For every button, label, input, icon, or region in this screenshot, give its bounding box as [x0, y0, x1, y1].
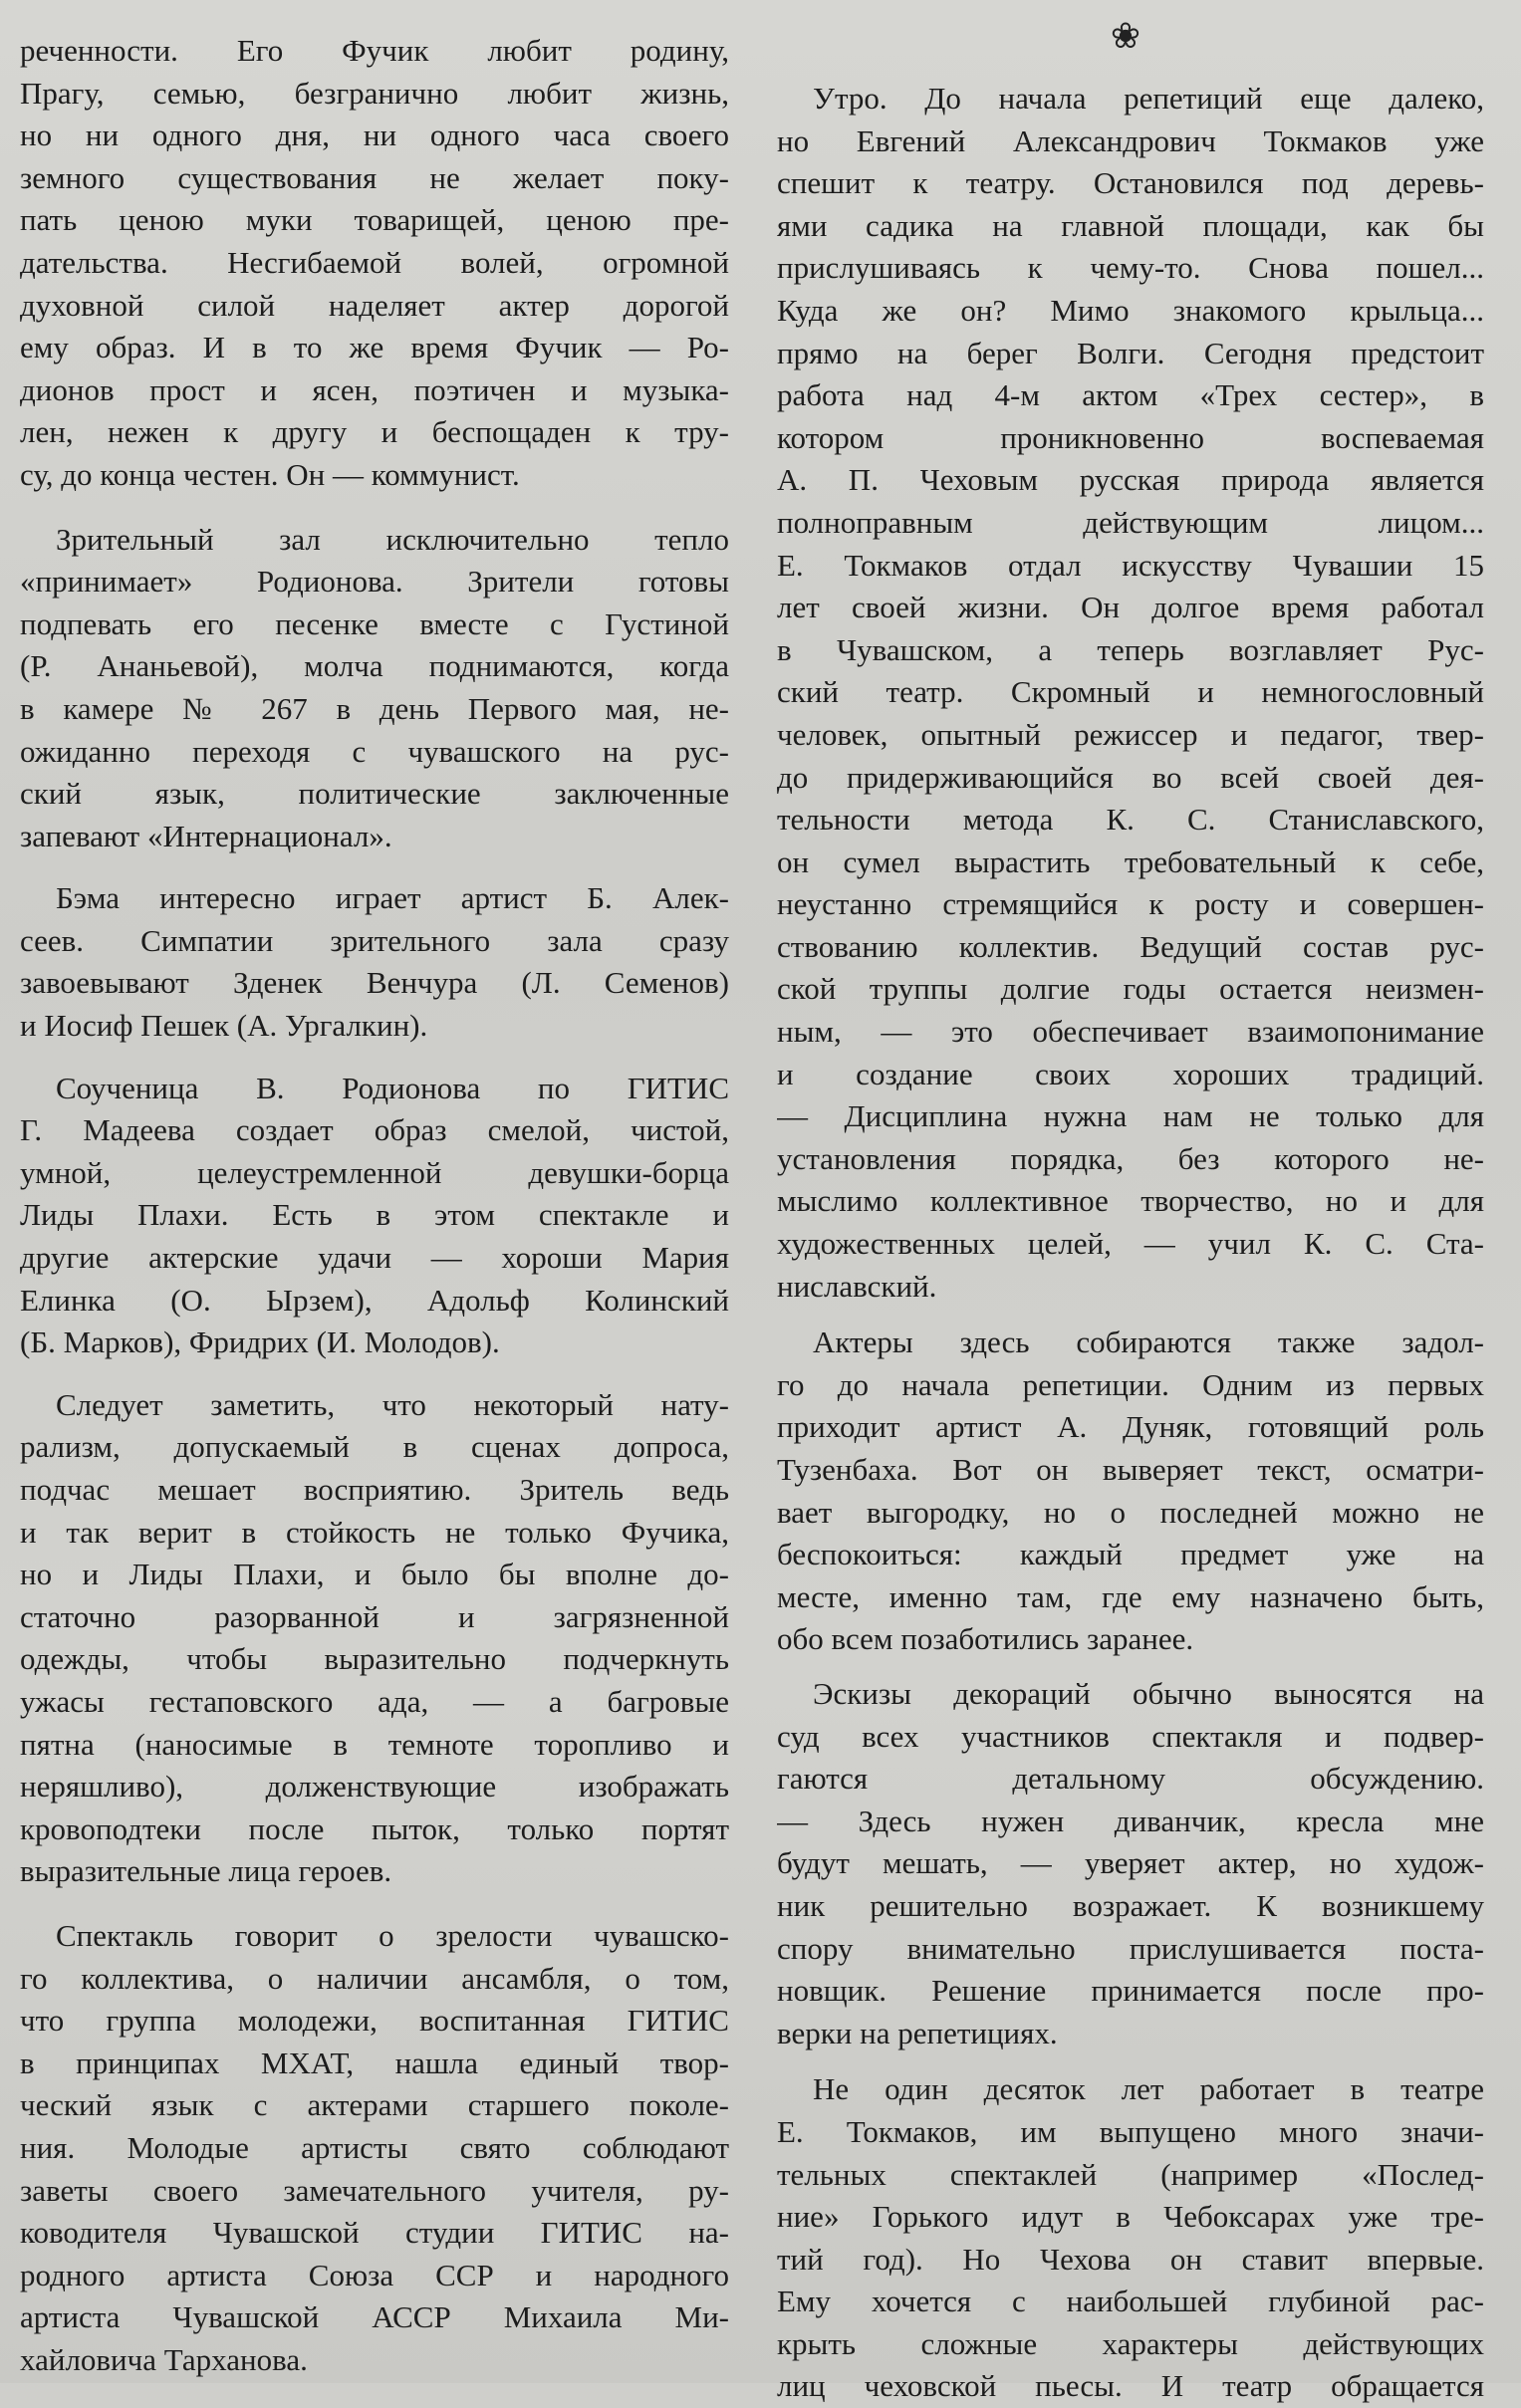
- text-line: Е. Токмаков отдал искусству Чувашии 15: [777, 547, 1484, 583]
- text-line: лен, нежен к другу и беспощаден к тру-: [20, 414, 729, 450]
- text-line: прямо на берег Волги. Сегодня предстоит: [777, 335, 1484, 370]
- text-line: котором проникновенно воспеваемая: [777, 419, 1484, 455]
- text-line: лет своей жизни. Он долгое время работал: [777, 590, 1484, 625]
- paragraph: [777, 1673, 1484, 2054]
- text-line: рализм, допускаемый в сценах допроса,: [20, 1429, 729, 1465]
- text-line: кровоподтеки после пыток, только портят: [20, 1810, 729, 1846]
- paragraph-gap: [20, 1364, 729, 1384]
- text-line: но Евгений Александрович Токмаков уже: [777, 122, 1484, 158]
- text-line: и так верит в стойкость не только Фучика,: [20, 1514, 729, 1550]
- paragraph-gap: [777, 1308, 1484, 1322]
- text-line: установления порядка, без которого не-: [777, 1140, 1484, 1176]
- text-line: земного существования не желает поку-: [20, 159, 729, 195]
- text-line: духовной силой наделяет актер дорогой: [20, 287, 729, 323]
- text-line: Лиды Плахи. Есть в этом спектакле и: [20, 1197, 729, 1233]
- text-line: Следует заметить, что некоторый нату-: [56, 1386, 729, 1422]
- text-line: ниславский.: [777, 1268, 937, 1304]
- text-line: ник решительно возражает. К возникшему: [777, 1887, 1484, 1923]
- text-line: будут мешать, — уверяет актер, но худож-: [777, 1845, 1484, 1881]
- text-line: (Б. Марков), Фридрих (И. Молодов).: [20, 1324, 500, 1360]
- paragraph: [20, 30, 729, 497]
- text-line: одежды, чтобы выразительно подчеркнуть: [20, 1641, 729, 1677]
- text-line: — Дисциплина нужна нам не только для: [777, 1098, 1484, 1134]
- text-line: спору внимательно прислушивается поста-: [777, 1930, 1484, 1966]
- text-line: (Р. Ананьевой), молча поднимаются, когда: [20, 648, 729, 684]
- text-line: Зрительный зал исключительно тепло: [56, 521, 729, 557]
- text-line: спешит к театру. Остановился под деревь-: [777, 165, 1484, 201]
- text-line: в принципах МХАТ, нашла единый твор-: [20, 2045, 729, 2080]
- text-line: ский язык, политические заключенные: [20, 776, 729, 812]
- text-line: ным, — это обеспечивает взаимопонимание: [777, 1014, 1484, 1050]
- text-line: художественных целей, — учил К. С. Ста-: [777, 1226, 1484, 1262]
- text-line: верки на репетициях.: [777, 2015, 1058, 2050]
- text-line: Е. Токмаков, им выпущено много значи-: [777, 2113, 1484, 2149]
- text-line: Тузенбаха. Вот он выверяет текст, осматри-: [777, 1452, 1484, 1487]
- text-line: Елинка (О. Ырзем), Адольф Колинский: [20, 1282, 729, 1318]
- text-line: А. П. Чеховым русская природа является: [777, 462, 1484, 498]
- text-line: ожиданно переходя с чувашского на рус-: [20, 733, 729, 769]
- text-line: в Чувашском, а теперь возглавляет Рус-: [777, 631, 1484, 667]
- paragraph-gap: [20, 497, 729, 519]
- paragraph-gap: [777, 2054, 1484, 2068]
- text-line: ужасы гестаповского ада, — а багровые: [20, 1683, 729, 1719]
- text-line: он сумел вырастить требовательный к себе,: [777, 843, 1484, 879]
- text-line: лиц чеховской пьесы. И театр обращается: [777, 2368, 1484, 2404]
- paragraph-gap: [20, 1048, 729, 1068]
- text-line: ему образ. И в то же время Фучик — Ро-: [20, 330, 729, 365]
- text-line: работа над 4-м актом «Трех сестер», в: [777, 377, 1484, 413]
- text-line: неустанно стремящийся к росту и совершен-: [777, 886, 1484, 922]
- text-line: Эскизы декораций обычно выносятся на: [813, 1675, 1484, 1711]
- paragraph: [777, 1322, 1484, 1661]
- text-line: завоевывают Зденек Венчура (Л. Семенов): [20, 965, 729, 1001]
- text-line: полноправным действующим лицом...: [777, 504, 1484, 540]
- text-line: ние» Горького идут в Чебоксарах уже тре-: [777, 2199, 1484, 2235]
- text-line: заветы своего замечательного учителя, ру-: [20, 2172, 729, 2208]
- text-line: месте, именно там, где ему назначено быть,: [777, 1578, 1484, 1614]
- text-line: су, до конца честен. Он — коммунист.: [20, 456, 520, 492]
- text-line: тельных спектаклей (например «Послед-: [777, 2156, 1484, 2192]
- text-line: мыслимо коллективное творчество, но и для: [777, 1183, 1484, 1219]
- text-line: гаются детальному обсуждению.: [777, 1761, 1484, 1797]
- text-line: до придерживающийся во всей своей дея-: [777, 759, 1484, 795]
- text-line: дионов прост и ясен, поэтичен и музыка-: [20, 371, 729, 407]
- paragraph: [20, 1915, 729, 2382]
- text-line: сеев. Симпатии зрительного зала сразу: [20, 922, 729, 958]
- text-line: подпевать его песенке вместе с Густиной: [20, 605, 729, 641]
- paragraph-gap: [777, 1661, 1484, 1673]
- text-line: Утро. До начала репетиций еще далеко,: [813, 81, 1484, 116]
- text-line: суд всех участников спектакля и подвер-: [777, 1718, 1484, 1754]
- text-line: крыть сложные характеры действующих: [777, 2325, 1484, 2361]
- text-line: хайловича Тарханова.: [20, 2341, 308, 2377]
- text-line: вает выгородку, но о последней можно не: [777, 1494, 1484, 1530]
- text-line: и Иосиф Пешек (А. Ургалкин).: [20, 1008, 428, 1044]
- text-line: в камере № 267 в день Первого мая, не-: [20, 690, 729, 726]
- text-line: Г. Мадеева создает образ смелой, чистой,: [20, 1112, 729, 1148]
- text-line: Не один десяток лет работает в театре: [813, 2071, 1484, 2107]
- text-line: реченности. Его Фучик любит родину,: [20, 33, 729, 68]
- text-line: Соученица В. Родионова по ГИТИС: [56, 1070, 729, 1105]
- ornament-icon: ❀: [1110, 16, 1141, 56]
- text-line: новщик. Решение принимается после про-: [777, 1973, 1484, 2009]
- text-line: но и Лиды Плахи, и было бы вполне до-: [20, 1557, 729, 1592]
- text-line: пятна (наносимые в темноте торопливо и: [20, 1726, 729, 1762]
- paragraph: [20, 877, 729, 1047]
- text-line: Ему хочется с наибольшей глубиной рас-: [777, 2284, 1484, 2319]
- text-line: ния. Молодые артисты свято соблюдают: [20, 2129, 729, 2165]
- text-line: человек, опытный режиссер и педагог, твер-: [777, 716, 1484, 752]
- text-line: артиста Чувашской АССР Михаила Ми-: [20, 2299, 729, 2335]
- text-line: Прагу, семью, безгранично любит жизнь,: [20, 75, 729, 111]
- text-line: но ни одного дня, ни одного часа своего: [20, 118, 729, 153]
- text-line: запевают «Интернационал».: [20, 818, 392, 853]
- left-column: [20, 0, 729, 2381]
- text-line: прислушиваясь к чему-то. Снова пошел...: [777, 250, 1484, 286]
- text-line: подчас мешает восприятию. Зритель ведь: [20, 1472, 729, 1507]
- text-line: тельности метода К. С. Станиславского,: [777, 802, 1484, 838]
- paragraph: [20, 1068, 729, 1364]
- paragraph: [777, 2068, 1484, 2408]
- text-line: Куда же он? Мимо знакомого крыльца...: [777, 292, 1484, 328]
- paragraph: [777, 78, 1484, 1308]
- text-line: статочно разорванной и загрязненной: [20, 1598, 729, 1634]
- text-line: го коллектива, о наличии ансамбля, о том,: [20, 1960, 729, 1996]
- text-line: и создание своих хороших традиций.: [777, 1056, 1484, 1091]
- text-line: го до начала репетиции. Одним из первых: [777, 1366, 1484, 1402]
- paragraph: [20, 1384, 729, 1893]
- paragraph-gap: [20, 857, 729, 877]
- text-line: Актеры здесь собираются также задол-: [813, 1324, 1484, 1360]
- right-column: [777, 0, 1484, 2408]
- text-line: что группа молодежи, воспитанная ГИТИС: [20, 2003, 729, 2039]
- text-line: ческий язык с актерами старшего поколе-: [20, 2087, 729, 2123]
- text-line: Бэма интересно играет артист Б. Алек-: [56, 880, 729, 916]
- text-line: ствованию коллектив. Ведущий состав рус-: [777, 928, 1484, 964]
- text-line: ской труппы долгие годы остается неизмен-: [777, 971, 1484, 1007]
- text-line: умной, целеустремленной девушки-борца: [20, 1154, 729, 1190]
- text-line: Спектакль говорит о зрелости чувашско-: [56, 1917, 729, 1953]
- paragraph-gap: [20, 1893, 729, 1915]
- text-line: — Здесь нужен диванчик, кресла мне: [777, 1803, 1484, 1838]
- text-line: беспокоиться: каждый предмет уже на: [777, 1537, 1484, 1572]
- text-line: родного артиста Союза ССР и народного: [20, 2257, 729, 2292]
- text-line: ями садика на главной площади, как бы: [777, 207, 1484, 243]
- text-line: пать ценою муки товарищей, ценою пре-: [20, 202, 729, 238]
- text-line: выразительные лица героев.: [20, 1853, 392, 1889]
- text-line: ский театр. Скромный и немногословный: [777, 674, 1484, 710]
- text-line: другие актерские удачи — хороши Мария: [20, 1240, 729, 1276]
- text-line: дательства. Несгибаемой волей, огромной: [20, 244, 729, 280]
- text-line: обо всем позаботились заранее.: [777, 1621, 1194, 1657]
- text-line: неряшливо), долженствующие изображать: [20, 1769, 729, 1805]
- text-line: тий год). Но Чехова он ставит впервые.: [777, 2241, 1484, 2277]
- text-line: ководителя Чувашской студии ГИТИС на-: [20, 2215, 729, 2251]
- paragraph: [20, 519, 729, 858]
- text-line: «принимает» Родионова. Зрители готовы: [20, 564, 729, 600]
- text-line: приходит артист А. Дуняк, готовящий роль: [777, 1409, 1484, 1445]
